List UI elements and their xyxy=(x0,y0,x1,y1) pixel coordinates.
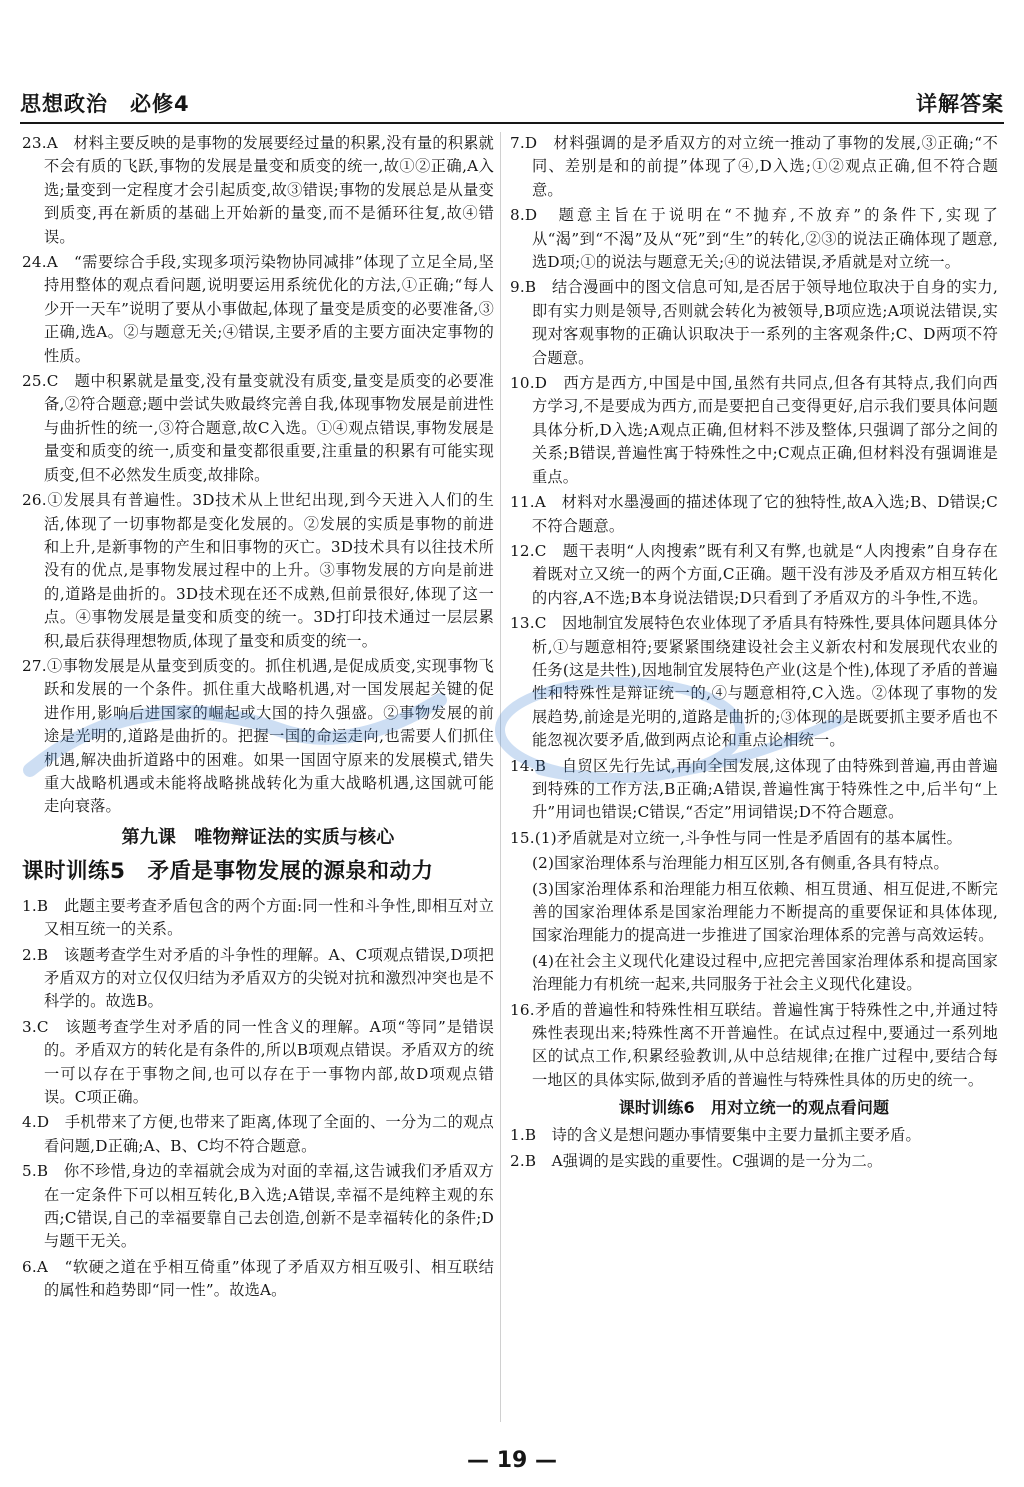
answer-item: 5.B 你不珍惜,身边的幸福就会成为对面的幸福,这告诫我们矛盾双方在一定条件下可以相互转化,B入选;A错误,幸福不是纯粹主观的东西;C错误,自己的幸福要靠自己去创造,创新不是幸福转化的条件;D与题干无关。 xyxy=(22,1162,494,1251)
answer-item: 12.C 题干表明“人肉搜索”既有利又有弊,也就是“人肉搜索”自身存在着既对立又统一的两个方面,C正确。题干没有涉及矛盾双方相互转化的内容,A不选;B本身说法错误;D只看到了矛盾双方的斗争性,不选。 xyxy=(510,541,998,607)
answer-item: 13.C 因地制宜发展特色农业体现了矛盾具有特殊性,要具体问题具体分析,①与题意相符;要紧紧围绕建设社会主义新农村和发展现代农业的任务(这是共性),因地制宜发展特色产业(这是个性),体现了矛盾的普遍性和特殊性是辩证统一的,④与题意相符,C入选。②体现了事物的发展趋势,前途是光明的,道路是曲折的;③体现的是既要抓主要矛盾也不能忽视次要矛盾,做到两点论和重点论相统一。 xyxy=(510,614,998,750)
answer-item: 8.D 题意主旨在于说明在“不抛弃,不放弃”的条件下,实现了从“渴”到“不渴”及从“死”到“生”的转化,②③的说法正确体现了题意,选D项;①的说法与题意无关;④的说法错误,矛盾就是对立统一。 xyxy=(510,206,998,272)
answer-item: 6.A “软硬之道在乎相互倚重”体现了矛盾双方相互吸引、相互联结的属性和趋势即“同一性”。故选A。 xyxy=(22,1257,494,1300)
column-divider xyxy=(500,132,501,1422)
answer-item: 9.B 结合漫画中的图文信息可知,是否居于领导地位取决于自身的实力,即有实力则是领导,否则就会转化为被领导,B项应选;A项说法错误,实现对客观事物的正确认识取决于一系列的主客观条件;C、D两项不符合题意。 xyxy=(510,278,998,367)
training-title-6: 课时训练6 用对立统一的观点看问题 xyxy=(618,1098,890,1118)
answer-item: 1.B 诗的含义是想问题办事情要集中主要力量抓主要矛盾。 xyxy=(510,1126,921,1145)
answer-item: 3.C 该题考查学生对矛盾的同一性含义的理解。A项“等同”是错误的。矛盾双方的转化是有条件的,所以B项观点错误。矛盾双方的统一可以存在于事物之间,也可以存在于一事物内部,故D项观点错误。C项正确。 xyxy=(22,1017,494,1107)
answer-item: 1.B 此题主要考查矛盾包含的两个方面:同一性和斗争性,即相互对立又相互统一的关系。 xyxy=(22,896,494,939)
answer-item: 26.①发展具有普遍性。3D技术从上世纪出现,到今天进入人们的生活,体现了一切事物都是变化发展的。②发展的实质是事物的前进和上升,是新事物的产生和旧事物的灭亡。3D技术具有以往技术所没有的优点,是事物发展过程中的上升。③事物发展的方向是前进的,道路是曲折的。3D技术现在还不成熟,但前景很好,体现了这一点。④事物发展是量变和质变的统一。3D打印技术通过一层层累积,最后获得理想物质,体现了量变和质变的统一。 xyxy=(22,491,494,650)
subject-title: 思想政治 必修4 xyxy=(20,92,190,116)
answer-item: 27.①事物发展是从量变到质变的。抓住机遇,是促成质变,实现事物飞跃和发展的一个条件。抓住重大战略机遇,对一国发展起关键的促进作用,影响后进国家的崛起或大国的持久强盛。②事物发展的前途是光明的,道路是曲折的。把握一国的命运走向,也需要人们抓住机遇,解决曲折道路中的困难。如果一国固守原来的发展模式,错失重大战略机遇或未能将战略挑战转化为重大战略机遇,这国就可能走向衰落。 xyxy=(22,656,494,816)
page-header xyxy=(20,88,1004,124)
answer-item: 2.B A强调的是实践的重要性。C强调的是一分为二。 xyxy=(510,1151,883,1170)
answer-title: 详解答案 xyxy=(916,92,1004,116)
answer-item: 4.D 手机带来了方便,也带来了距离,体现了全面的、一分为二的观点看问题,D正确;A、B、C均不符合题意。 xyxy=(22,1113,494,1155)
answer-item-15: 15.(1)矛盾就是对立统一,斗争性与同一性是矛盾固有的基本属性。 xyxy=(510,828,962,847)
page-number: — 19 — xyxy=(467,1448,557,1473)
answer-subitem: (4)在社会主义现代化建设过程中,应把完善国家治理体系和提高国家治理能力有机统一起来,共同服务于社会主义现代化建设。 xyxy=(532,951,998,994)
lesson-title: 第九课 唯物辩证法的实质与核心 xyxy=(121,826,395,848)
training-title: 课时训练5 矛盾是事物发展的源泉和动力 xyxy=(22,858,434,884)
answer-item: 14.B 自贸区先行先试,再向全国发展,这体现了由特殊到普遍,再由普遍到特殊的工作方法,B正确;A错误,普遍性寓于特殊性之中,后半句“上升”用词也错误;C错误,“否定”用词错误;D不符合题意。 xyxy=(510,756,998,822)
answer-item: 7.D 材料强调的是矛盾双方的对立统一推动了事物的发展,③正确;“不同、差别是和的前提”体现了④,D入选;①②观点正确,但不符合题意。 xyxy=(510,134,998,199)
answer-subitem: (2)国家治理体系与治理能力相互区别,各有侧重,各具有特点。 xyxy=(532,854,949,873)
answer-item: 10.D 西方是西方,中国是中国,虽然有共同点,但各有其特点,我们向西方学习,不是要成为西方,而是要把自己变得更好,启示我们要具体问题具体分析,D入选;A观点正确,但材料不涉及整体,只强调了部分之间的关系;B错误,普遍性寓于特殊性之中;C观点正确,但材料没有强调谁是重点。 xyxy=(510,374,998,486)
right-column xyxy=(510,132,998,1175)
answer-item: 11.A 材料对水墨漫画的描述体现了它的独特性,故A入选;B、D错误;C不符合题意。 xyxy=(510,493,998,535)
left-column xyxy=(22,132,494,1305)
answer-item: 23.A 材料主要反映的是事物的发展要经过量的积累,没有量的积累就不会有质的飞跃,事物的发展是量变和质变的统一,故①②正确,A入选;量变到一定程度才会引起质变,故③错误;事物的发展总是从量变到质变,再在新质的基础上开始新的量变,而不是循环往复,故④错误。 xyxy=(22,134,494,246)
answer-item-16: 16.矛盾的普遍性和特殊性相互联结。普遍性寓于特殊性之中,并通过特殊性表现出来;特殊性离不开普遍性。在试点过程中,要通过一系列地区的试点工作,积累经验教训,从中总结规律;在推广过程中,要结合每一地区的具体实际,做到矛盾的普遍性与特殊性具体的历史的统一。 xyxy=(510,1000,998,1089)
answer-item: 24.A “需要综合手段,实现多项污染物协同减排”体现了立足全局,坚持用整体的观点看问题,说明要运用系统优化的方法,①正确;“每人少开一天车”说明了要从小事做起,体现了量变是质变的必要准备,③正确,选A。②与题意无关;④错误,主要矛盾的主要方面决定事物的性质。 xyxy=(22,253,494,365)
answer-item: 2.B 该题考查学生对矛盾的斗争性的理解。A、C项观点错误,D项把矛盾双方的对立仅仅归结为矛盾双方的尖锐对抗和激烈冲突也是不科学的。故选B。 xyxy=(22,945,494,1011)
answer-item: 25.C 题中积累就是量变,没有量变就没有质变,量变是质变的必要准备,②符合题意;题中尝试失败最终完善自我,体现事物发展是前进性与曲折性的统一,③符合题意,故C入选。①④观点错误,事物发展是量变和质变的统一,质变和量变都很重要,注重量的积累有可能实现质变,但不必然发生质变,故排除。 xyxy=(22,372,494,484)
answer-subitem: (3)国家治理体系和治理能力相互依赖、相互贯通、相互促进,不断完善的国家治理体系是国家治理能力不断提高的重要保证和具体体现,国家治理能力的提高进一步推进了国家治理体系的完善与高效运转。 xyxy=(532,879,998,945)
